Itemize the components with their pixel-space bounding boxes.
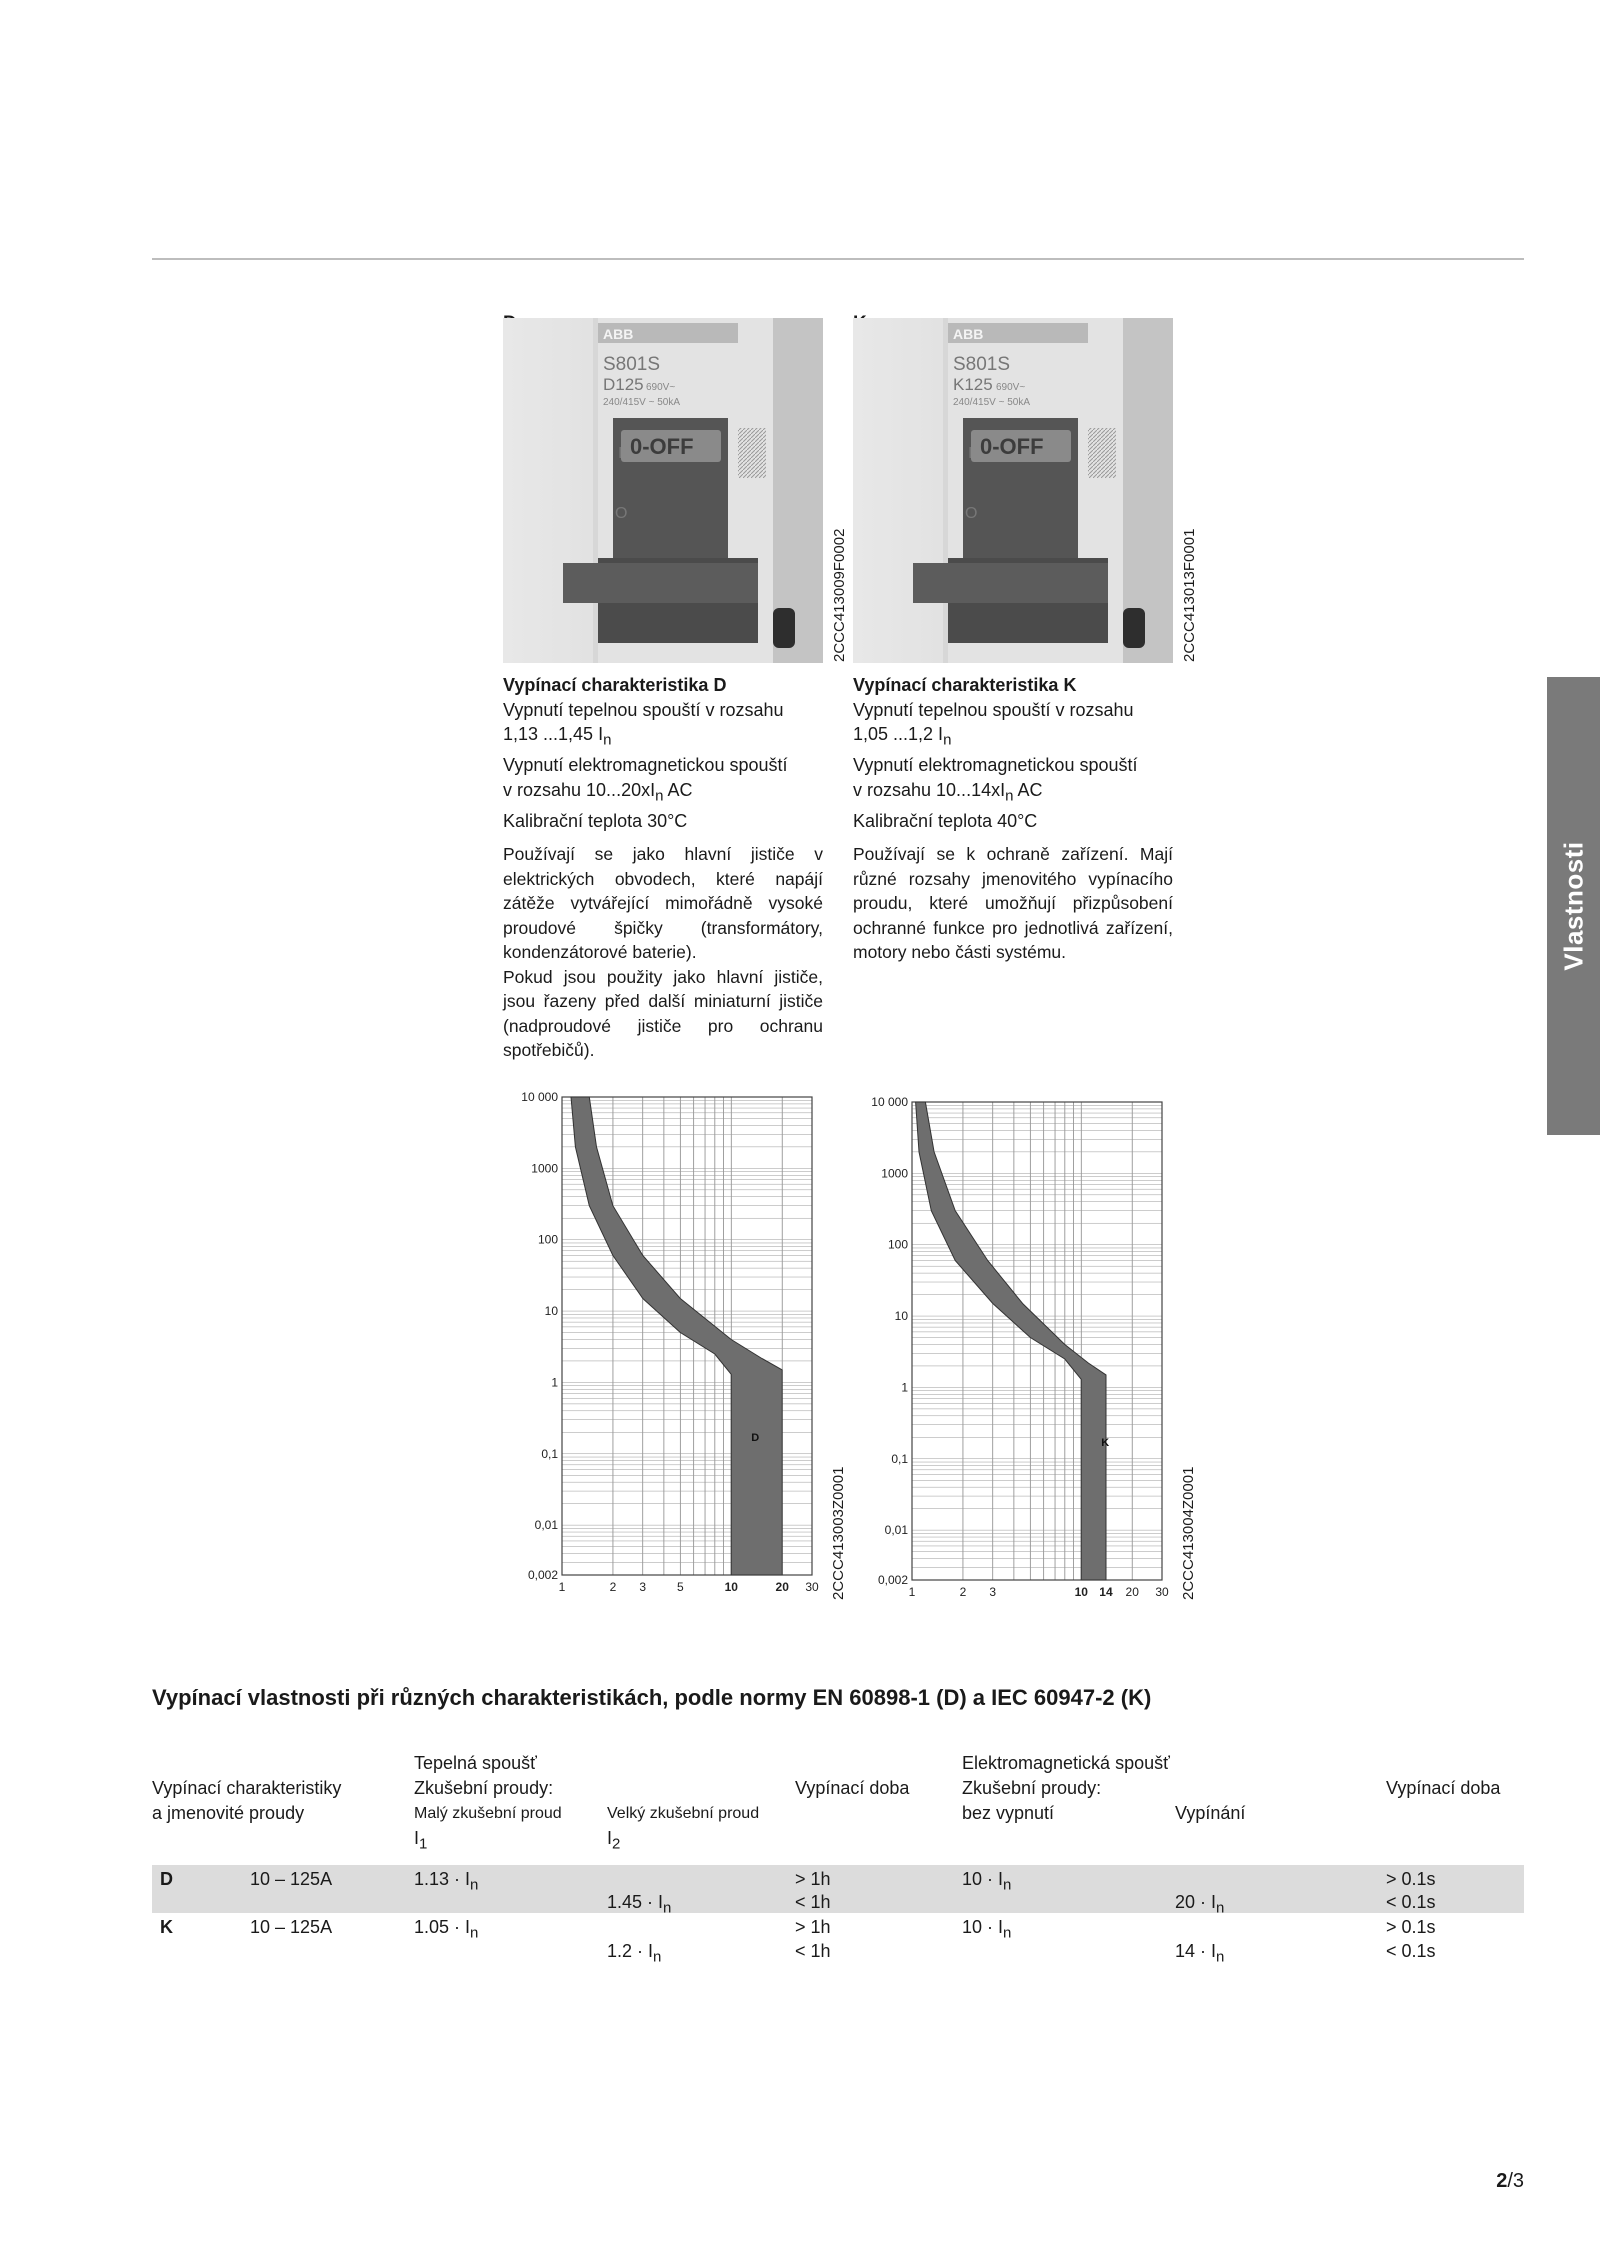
trip-band [571, 1097, 782, 1575]
description-k-p1: Používají se k ochraně zařízení. Mají různé rozsahy jmenovitého vypínacího proudu, které umožňují přizpůsobení ochranné funkce pro jednotlivá zařízení, motory nebo části systému. [853, 844, 1173, 962]
brand-k: ABB [953, 326, 984, 342]
voltage-k: 690V~ [996, 382, 1026, 393]
description-d [503, 842, 823, 1063]
y-tick-label: 1 [551, 1375, 558, 1390]
x-tick-label: 5 [676, 1580, 684, 1594]
description-k [853, 842, 1173, 965]
header-em-title: Elektromagnetická spoušť [962, 1753, 1170, 1773]
header-i1: $I_1$ [414, 1828, 428, 1853]
x-tick-label: 20 [775, 1580, 789, 1594]
header-thermal-test: Zkušební proudy: [414, 1778, 554, 1798]
x-tick-label: 2 [959, 1585, 967, 1599]
header-small-test: Malý zkušební proud [414, 1805, 562, 1822]
trip-curve-svg-k [850, 1090, 1180, 1610]
y-tick-label: 0,002 [877, 1573, 908, 1587]
table-row-d-em-trip: $20 \cdot I_n$ [1175, 1892, 1225, 1917]
photo-code-d: 2CCC413009F0002 [831, 528, 848, 662]
y-tick-label: 1 [901, 1380, 908, 1395]
spec-d: 240/415V ~ 50kA [603, 397, 681, 408]
spec-line4-d: v rozsahu $10...20xI_n$ AC [503, 779, 693, 805]
table-row-k-i1: $1.05 \cdot I_n$ [414, 1917, 479, 1942]
spec-block-k [853, 673, 1183, 833]
table-title: Vypínací vlastnosti při různých charakteristikách, podle normy EN 60898-1 (D) a IEC 60947-2 (K) [152, 1685, 1152, 1710]
header-thermal-title: Tepelná spoušť [414, 1753, 537, 1773]
header-characteristics-b: a jmenovité proudy [152, 1803, 305, 1823]
svg-text:O: O [615, 505, 628, 522]
breaker-illustration-d [503, 318, 823, 663]
rating-k: K125 [953, 375, 993, 394]
x-tick-label: 30 [805, 1580, 819, 1594]
x-tick-label: 30 [1155, 1585, 1169, 1599]
table-row-d-i2: $1.45 \cdot I_n$ [607, 1892, 672, 1917]
chart-code-d: 2CCC413003Z0001 [830, 1466, 847, 1600]
table-row-d-t2b: < 0.1s [1386, 1892, 1436, 1912]
spec-line5-k: Kalibrační teplota 40°C [853, 810, 1038, 831]
switch-text-k: 0-OFF [980, 434, 1044, 459]
table-row-k-char: K [160, 1917, 173, 1937]
spec-title-d: Vypínací charakteristika D [503, 675, 727, 695]
header-large-test: Velký zkušební proud [607, 1805, 760, 1822]
header-em [962, 1751, 1170, 1826]
chart-code-k: 2CCC413004Z0001 [1180, 1466, 1197, 1600]
spec-block-d [503, 673, 833, 833]
spec-k: 240/415V ~ 50kA [953, 397, 1031, 408]
switch-text-d: 0-OFF [630, 434, 694, 459]
table-row-k-em-no: $10 \cdot I_n$ [962, 1917, 1012, 1942]
table-row-d-t1b: < 1h [795, 1892, 831, 1912]
table-row-d-i1: $1.13 \cdot I_n$ [414, 1869, 479, 1894]
side-tab-label: Vlastnosti [1558, 841, 1588, 971]
table-row-k-t1a: > 1h [795, 1917, 831, 1937]
y-tick-label: 0,1 [541, 1446, 558, 1461]
brand-d: ABB [603, 326, 634, 342]
header-trip-time-2: Vypínací doba [1386, 1778, 1501, 1798]
y-tick-label: 0,002 [527, 1568, 558, 1582]
x-tick-label: 20 [1125, 1585, 1139, 1599]
header-em-test: Zkušební proudy: [962, 1778, 1102, 1798]
table-row-d-char: D [160, 1869, 173, 1889]
y-tick-label: 1000 [531, 1161, 558, 1176]
x-tick-label: 3 [639, 1580, 647, 1594]
page-number: 2/3 [1496, 2170, 1524, 2192]
y-tick-label: 10 [544, 1304, 558, 1319]
y-tick-label: 1000 [881, 1166, 908, 1181]
table-row-k-t2a: > 0.1s [1386, 1917, 1436, 1937]
table-row-d-t2a: > 0.1s [1386, 1869, 1436, 1889]
header-characteristics-a: Vypínací charakteristiky [152, 1778, 342, 1798]
model-d: S801S [603, 354, 661, 375]
spec-line3-k: Vypnutí elektromagnetickou spouští [853, 755, 1138, 776]
header-no-trip: bez vypnutí [962, 1803, 1055, 1823]
spec-line1-k: Vypnutí tepelnou spouští v rozsahu [853, 699, 1134, 720]
table-row-d-range: 10 – 125A [250, 1869, 333, 1889]
trip-curve-svg-d [500, 1085, 830, 1605]
header-trip-time-1: Vypínací doba [795, 1778, 910, 1798]
spec-title-k: Vypínací charakteristika K [853, 675, 1077, 695]
y-tick-label: 0,1 [891, 1451, 908, 1466]
header-i2: $I_2$ [607, 1828, 621, 1853]
trip-band [916, 1102, 1106, 1580]
spec-line1-d: Vypnutí tepelnou spouští v rozsahu [503, 699, 784, 720]
y-tick-label: 100 [537, 1232, 558, 1247]
description-d-p1: Používají se jako hlavní jističe v elektrických obvodech, které napájí zátěže vytvářející mimořádně vysoké proudové špičky (transformátory, kondenzátorové baterie). [503, 844, 823, 962]
x-tick-label: 14 [1099, 1585, 1113, 1599]
spec-line2-k: 1,05 ...1,2 $I_n$ [853, 724, 952, 749]
spec-line4-k: v rozsahu $10...14xI_n$ AC [853, 779, 1043, 805]
table-row-k-range: 10 – 125A [250, 1917, 333, 1937]
y-tick-label: 100 [887, 1237, 908, 1252]
top-rule [152, 258, 1524, 260]
y-tick-label: 0,01 [534, 1518, 558, 1533]
spec-line3-d: Vypnutí elektromagnetickou spouští [503, 755, 788, 776]
x-tick-label: 3 [989, 1585, 997, 1599]
trip-curve-chart-k [850, 1090, 1180, 1615]
header-characteristics [152, 1776, 341, 1826]
svg-text:I: I [618, 445, 623, 462]
y-tick-label: 10 000 [521, 1090, 558, 1104]
table-row-k-i2: $1.2 \cdot I_n$ [607, 1941, 662, 1966]
table-row-k-em-trip: $14 \cdot I_n$ [1175, 1941, 1225, 1966]
x-tick-label: 10 [724, 1580, 738, 1594]
y-tick-label: 10 000 [871, 1095, 908, 1109]
side-tab [1547, 677, 1600, 1135]
device-photo-d [503, 318, 823, 663]
header-trip: Vypínání [1175, 1803, 1246, 1823]
curve-label: K [1101, 1437, 1110, 1450]
table-row-d-em-no: $10 \cdot I_n$ [962, 1869, 1012, 1894]
spec-line5-d: Kalibrační teplota 30°C [503, 810, 688, 831]
header-large-test-block [607, 1801, 759, 1857]
breaker-illustration-k [853, 318, 1173, 663]
description-d-p2: Pokud jsou použity jako hlavní jističe, jsou řazeny před další miniaturní jističe (nadproudové jističe pro ochranu spotřebičů). [503, 966, 823, 1060]
trip-curve-chart-d [500, 1085, 830, 1610]
spec-line2-d: 1,13 ...1,45 $I_n$ [503, 724, 612, 749]
y-tick-label: 10 [894, 1309, 908, 1324]
x-tick-label: 2 [609, 1580, 617, 1594]
svg-text:I: I [968, 445, 973, 462]
device-photo-k [853, 318, 1173, 663]
voltage-d: 690V~ [646, 382, 676, 393]
table-row-bg-d [152, 1865, 1524, 1913]
rating-d: D125 [603, 375, 644, 394]
header-thermal [414, 1751, 562, 1857]
table-row-d-t1a: > 1h [795, 1869, 831, 1889]
x-tick-label: 1 [908, 1585, 916, 1599]
model-k: S801S [953, 354, 1011, 375]
curve-label: D [751, 1432, 760, 1445]
x-tick-label: 10 [1074, 1585, 1088, 1599]
table-row-k-t2b: < 0.1s [1386, 1941, 1436, 1961]
svg-text:O: O [965, 505, 978, 522]
x-tick-label: 1 [558, 1580, 566, 1594]
table-row-k-t1b: < 1h [795, 1941, 831, 1961]
y-tick-label: 0,01 [884, 1523, 908, 1538]
photo-code-k: 2CCC413013F0001 [1181, 528, 1198, 662]
